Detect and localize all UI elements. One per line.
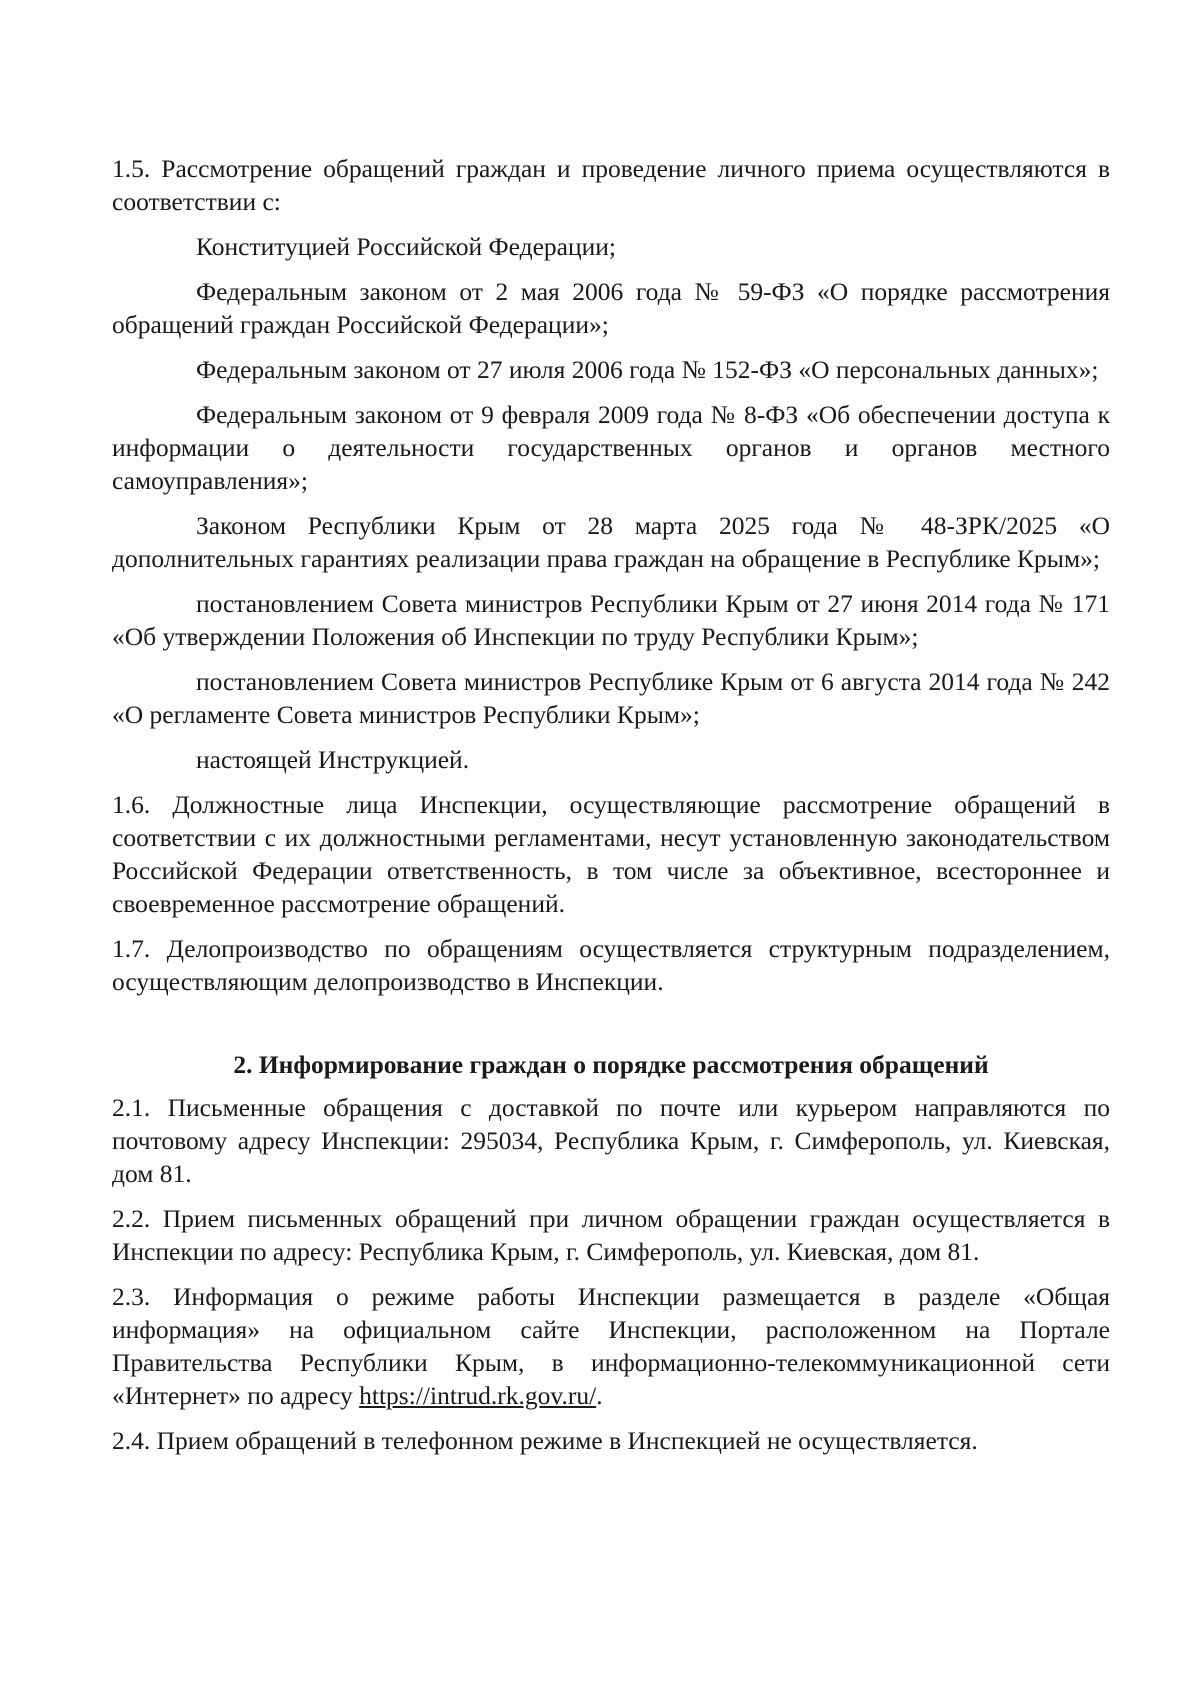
paragraph-1-6: 1.6. Должностные лица Инспекции, осуществляющие рассмотрение обращений в соответствии с их должностными регламентами, несут установленную законодательством Российской Федерации ответственность, в том числе за объективное, всестороннее и своевременное рассмотрение обращений. bbox=[112, 790, 1110, 918]
paragraph-2-3-end: . bbox=[596, 1381, 603, 1410]
list-item-resolution-171: постановлением Совета министров Республики Крым от 27 июня 2014 года № 171 «Об утверждении Положения об Инспекции по труду Республики Крым»; bbox=[112, 589, 1110, 651]
list-item-constitution: Конституцией Российской Федерации; bbox=[196, 232, 616, 261]
list-item-law-48zrk: Законом Республики Крым от 28 марта 2025 года № 48-ЗРК/2025 «О дополнительных гарантиях реализации права граждан на обращение в Республике Крым»; bbox=[112, 511, 1110, 573]
website-link[interactable]: https://intrud.rk.gov.ru/ bbox=[359, 1381, 597, 1410]
paragraph-2-2: 2.2. Прием письменных обращений при личном обращении граждан осуществляется в Инспекции по адресу: Республика Крым, г. Симферополь, ул. Киевская, дом 81. bbox=[112, 1204, 1110, 1266]
paragraph-1-5: 1.5. Рассмотрение обращений граждан и проведение личного приема осуществляются в соответствии с: bbox=[112, 154, 1110, 216]
paragraph-2-3 bbox=[112, 1280, 1110, 1412]
paragraph-1-7: 1.7. Делопроизводство по обращениям осуществляется структурным подразделением, осуществляющим делопроизводство в Инспекции. bbox=[112, 934, 1110, 996]
list-item-instruction: настоящей Инструкцией. bbox=[196, 745, 470, 774]
paragraph-2-4: 2.4. Прием обращений в телефонном режиме в Инспекцией не осуществляется. bbox=[112, 1426, 978, 1455]
section-2-heading: 2. Информирование граждан о порядке рассмотрения обращений bbox=[233, 1050, 989, 1079]
list-item-law-59fz: Федеральным законом от 2 мая 2006 года № 59-ФЗ «О порядке рассмотрения обращений граждан Российской Федерации»; bbox=[112, 277, 1110, 339]
paragraph-2-3-text: 2.3. Информация о режиме работы Инспекции размещается в разделе «Общая информация» на официальном сайте Инспекции, расположенном на Портале Правительства Республики Крым, в информационно-телекоммуникационной сети «Интернет» по адресу bbox=[112, 1282, 1110, 1410]
paragraph-2-1: 2.1. Письменные обращения с доставкой по почте или курьером направляются по почтовому адресу Инспекции: 295034, Республика Крым, г. Симферополь, ул. Киевская, дом 81. bbox=[112, 1093, 1110, 1188]
list-item-law-8fz: Федеральным законом от 9 февраля 2009 года № 8-ФЗ «Об обеспечении доступа к информации о деятельности государственных органов и органов местного самоуправления»; bbox=[112, 400, 1110, 495]
list-item-resolution-242: постановлением Совета министров Республике Крым от 6 августа 2014 года № 242 «О регламенте Совета министров Республики Крым»; bbox=[112, 667, 1110, 729]
list-item-law-152fz: Федеральным законом от 27 июля 2006 года № 152-ФЗ «О персональных данных»; bbox=[196, 355, 1099, 384]
